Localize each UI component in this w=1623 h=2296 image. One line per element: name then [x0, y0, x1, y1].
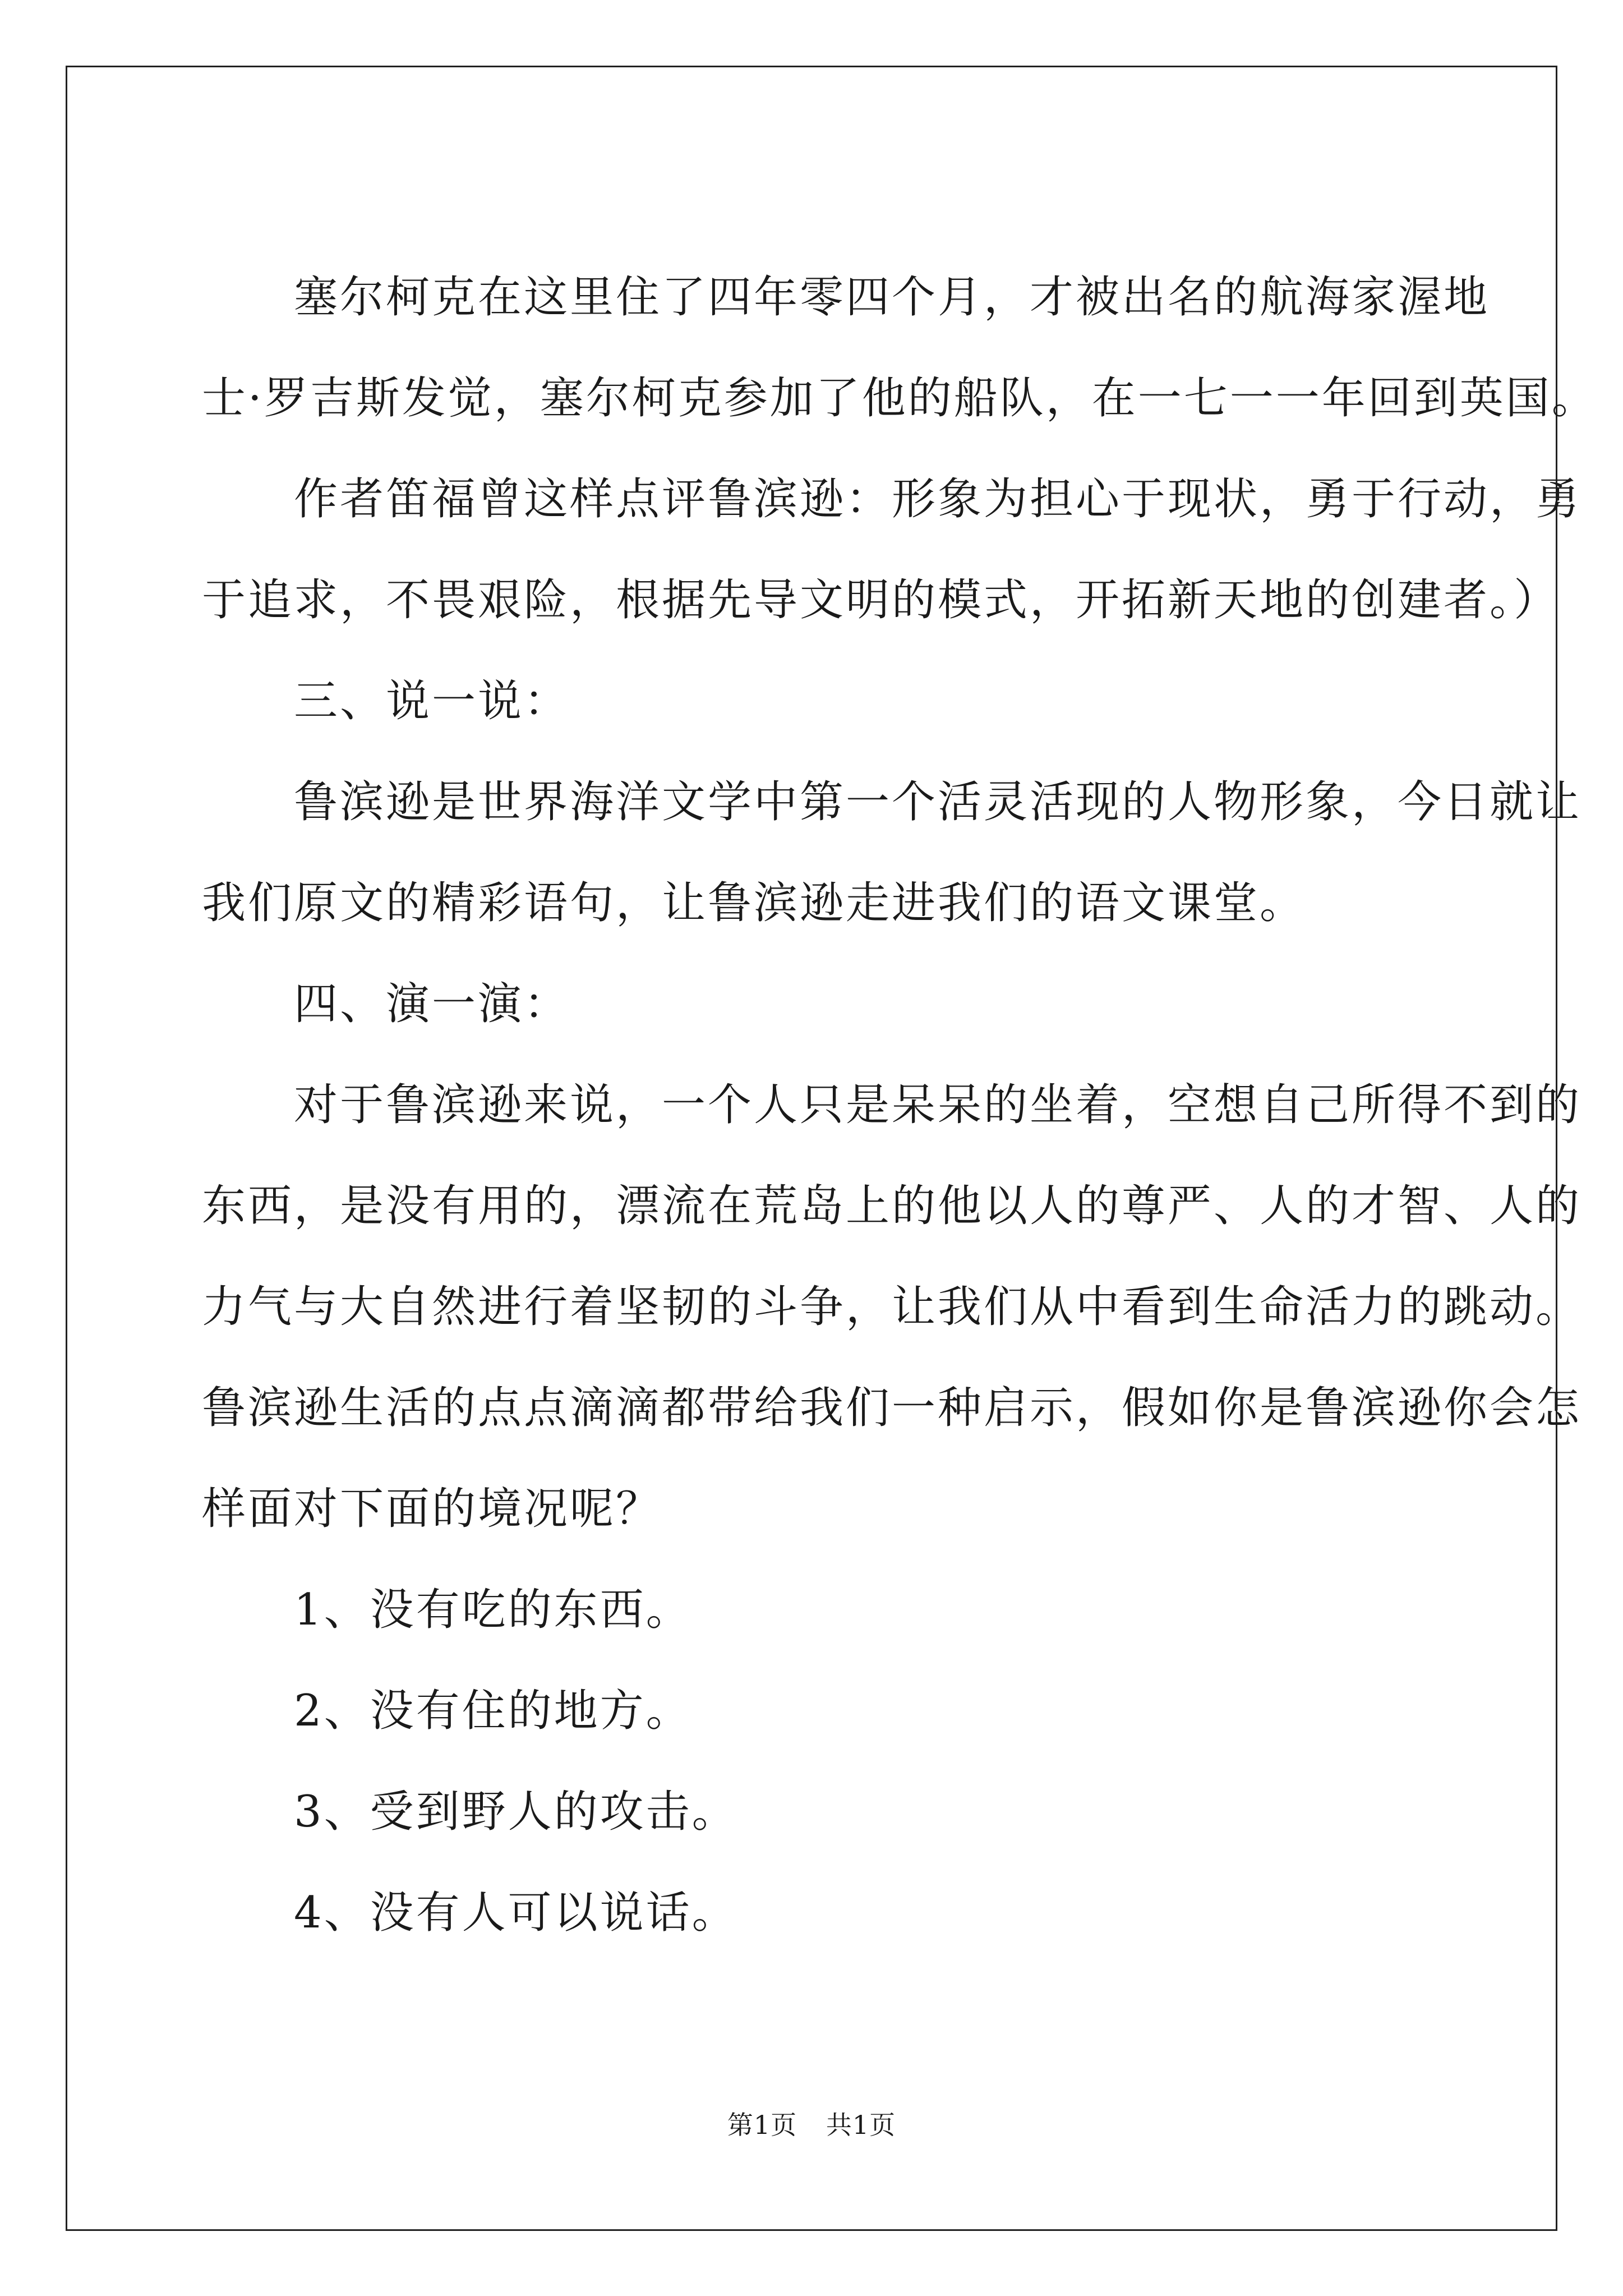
list-item: 1、没有吃的东西。 — [202, 1585, 692, 1635]
text-line: 东西，是没有用的，漂流在荒岛上的他以人的尊严、人的才智、人的 — [202, 1181, 1582, 1231]
current-page-label: 第1页 — [727, 2110, 797, 2140]
text-line: 于追求，不畏艰险，根据先导文明的模式，开拓新天地的创建者。） — [202, 575, 1560, 625]
text-line: 力气与大自然进行着坚韧的斗争，让我们从中看到生命活力的跳动。 — [202, 1282, 1582, 1332]
text-line: 样面对下面的境况呢？ — [202, 1484, 662, 1534]
list-item: 3、受到野人的攻击。 — [202, 1787, 738, 1837]
section-heading: 三、说一说： — [202, 676, 570, 726]
total-pages-label: 共1页 — [826, 2110, 896, 2140]
page-footer — [67, 2108, 1556, 2142]
text-line: 鲁滨逊生活的点点滴滴都带给我们一种启示，假如你是鲁滨逊你会怎 — [202, 1383, 1582, 1433]
list-item: 4、没有人可以说话。 — [202, 1888, 738, 1938]
text-line: 塞尔柯克在这里住了四年零四个月，才被出名的航海家渥地 — [202, 272, 1490, 323]
section-heading: 四、演一演： — [202, 979, 570, 1029]
page-frame — [66, 66, 1598, 2231]
text-line: 作者笛福曾这样点评鲁滨逊：形象为担心于现状，勇于行动，勇 — [202, 474, 1582, 524]
text-line: 对于鲁滨逊来说，一个人只是呆呆的坐着，空想自己所得不到的 — [202, 1080, 1582, 1130]
text-line: 士·罗吉斯发觉，塞尔柯克参加了他的船队，在一七一一年回到英国。 — [202, 373, 1598, 424]
text-line: 我们原文的精彩语句，让鲁滨逊走进我们的语文课堂。 — [202, 878, 1306, 928]
text-line: 鲁滨逊是世界海洋文学中第一个活灵活现的人物形象，今日就让 — [202, 777, 1582, 827]
list-item: 2、没有住的地方。 — [202, 1686, 692, 1736]
